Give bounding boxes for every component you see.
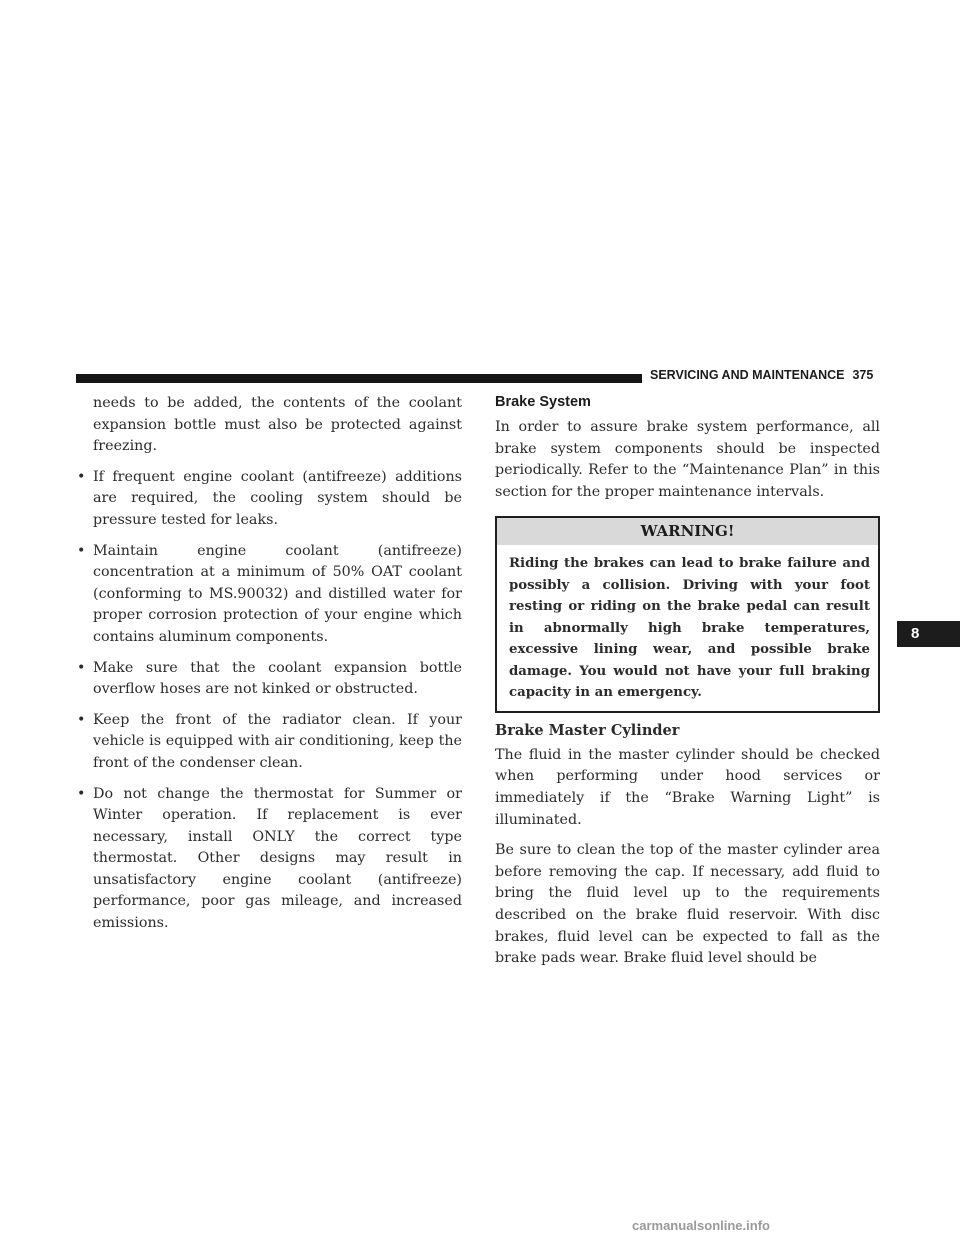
bullet-item xyxy=(76,784,462,935)
bullet-item xyxy=(76,541,462,649)
right-column xyxy=(495,393,880,970)
bullet-item xyxy=(76,467,462,532)
bullet-item xyxy=(76,710,462,775)
warning-box xyxy=(495,516,880,713)
bullet-dot: • xyxy=(77,785,86,802)
header-rule xyxy=(76,374,642,383)
body-paragraph: The fluid in the master cylinder should be checked when performing under hood services or immediately if the “Brake Warning Light” is illuminated. xyxy=(495,746,880,828)
bullet-text: Keep the front of the radiator clean. If your vehicle is equipped with air conditioning, keep the front of the condenser clean. xyxy=(93,711,462,771)
running-header xyxy=(650,368,880,382)
bullet-text: Maintain engine coolant (antifreeze) concentration at a minimum of 50% OAT coolant (conforming to MS.90032) and distilled water for proper corrosion protection of your engine which contains aluminum components. xyxy=(93,542,462,645)
bullet-text: Do not change the thermostat for Summer or Winter operation. If replacement is ever necessary, install ONLY the correct type thermostat. Other designs may result in unsatisfactory engine coolant (antifreeze) performance, poor gas mileage, and increased emissions. xyxy=(93,785,462,932)
intro-paragraph: In order to assure brake system performance, all brake system components should be inspected periodically. Refer to the “Maintenance Plan” in this section for the proper maintenance intervals. xyxy=(495,419,880,500)
bullet-item xyxy=(76,658,462,701)
bullet-dot: • xyxy=(77,711,86,728)
section-heading: Brake System xyxy=(495,394,591,410)
subheading: Brake Master Cylinder xyxy=(495,721,680,739)
left-column xyxy=(76,393,462,935)
bullet-text: If frequent engine coolant (antifreeze) additions are required, the cooling system should be pressure tested for leaks. xyxy=(93,468,462,528)
bullet-dot: • xyxy=(77,468,86,485)
warning-title: WARNING! xyxy=(497,518,878,545)
page-number: 375 xyxy=(852,368,874,382)
continuation-text: needs to be added, the contents of the coolant expansion bottle must also be protected against freezing. xyxy=(93,395,462,455)
bullet-dot: • xyxy=(77,659,86,676)
chapter-tab: 8 xyxy=(897,621,960,647)
section-title: SERVICING AND MAINTENANCE xyxy=(650,368,845,382)
bullet-text: Make sure that the coolant expansion bottle overflow hoses are not kinked or obstructed. xyxy=(93,659,462,698)
body-paragraph: Be sure to clean the top of the master cylinder area before removing the cap. If necessary, add fluid to bring the fluid level up to the requirements described on the brake fluid reservoir. With disc brakes, fluid level can be expected to fall as the brake pads wear. Brake fluid level should be xyxy=(495,842,880,967)
watermark: carmanualsonline.info xyxy=(632,1218,770,1233)
bullet-dot: • xyxy=(77,542,86,559)
warning-text: Riding the brakes can lead to brake failure and possibly a collision. Driving with your foot resting or riding on the brake pedal can result in abnormally high brake temperatures, excessive lining wear, and possible brake damage. You would not have your full braking capacity in an emergency. xyxy=(509,556,870,701)
